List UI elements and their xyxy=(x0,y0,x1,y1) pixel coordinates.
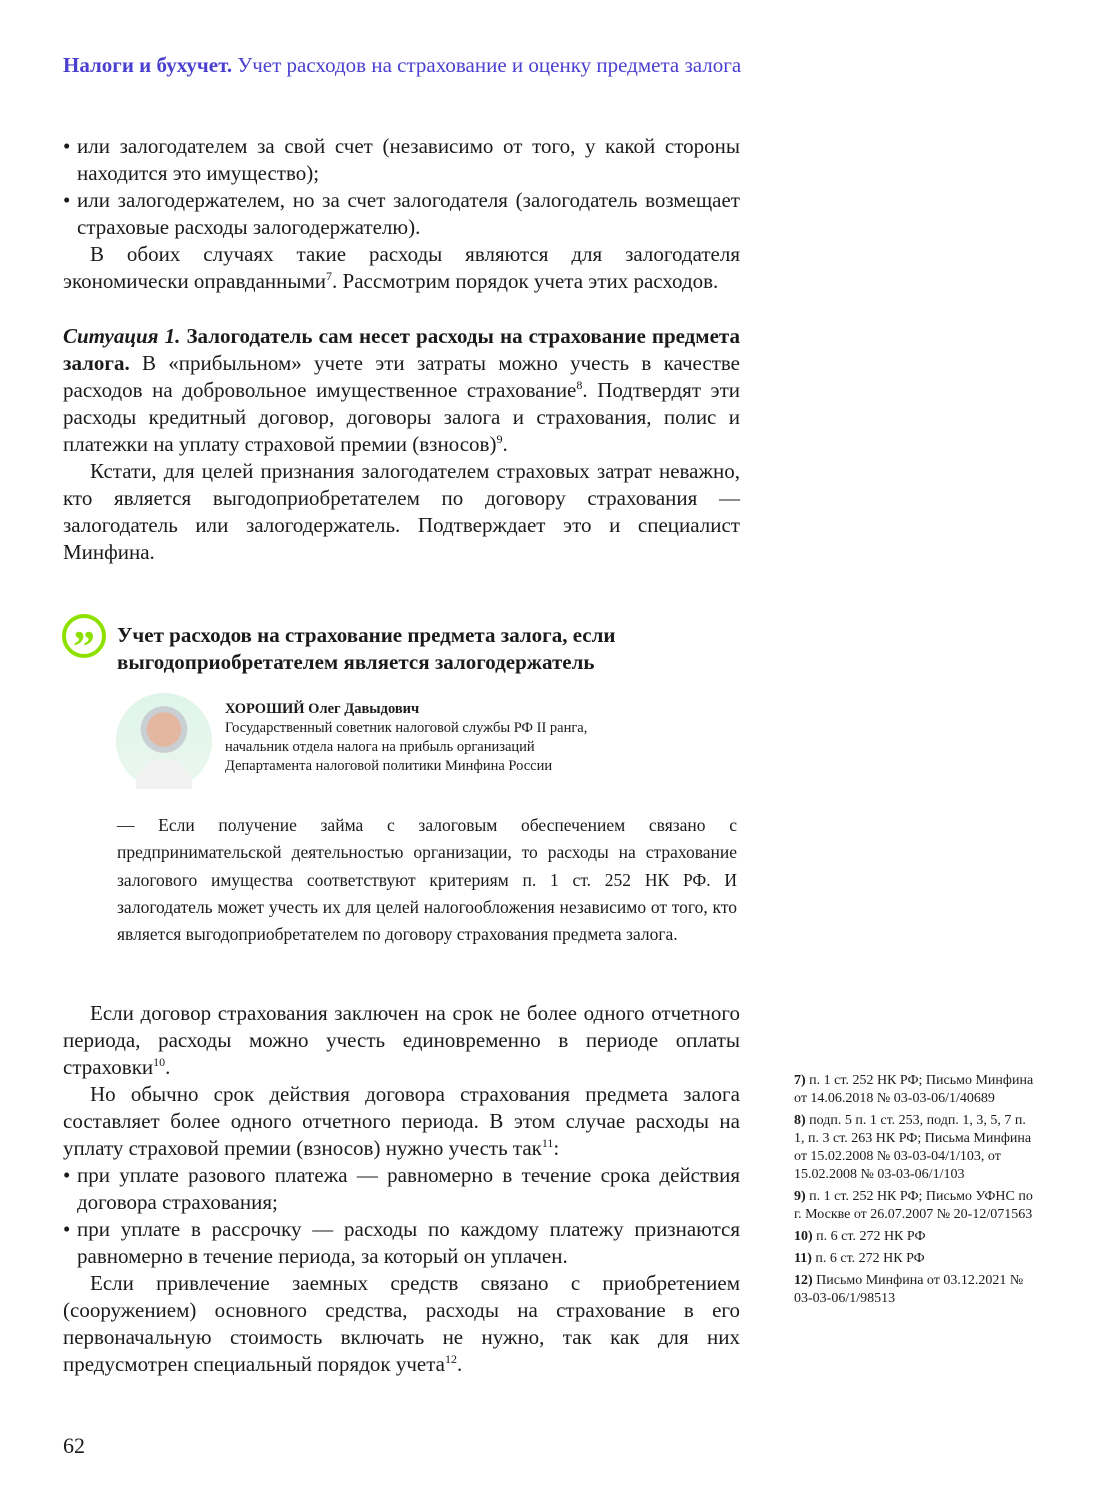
footnotes xyxy=(794,1072,1034,1312)
paragraph: Если привлечение заемных средств связано с приобретением (сооружением) основного средства, расходы на страхование в его первоначальную стоимость включать не нужно, так как для них предусмотрен специальный порядок учета$^{12}$. xyxy=(63,1271,740,1376)
paragraph: Кстати, для целей признания залогодателем страховых затрат неважно, кто является выгодоприобретателем по договору страхования — залогодатель или залогодержатель. Подтверждает это и специалист Минфина. xyxy=(63,459,740,564)
quote-icon: ” xyxy=(62,614,106,658)
footnote: 7) п. 1 ст. 252 НК РФ; Письмо Минфина от 14.06.2018 № 03-03-06/1/40689 xyxy=(794,1073,1034,1106)
main-block xyxy=(63,1000,740,1378)
intro-block xyxy=(63,133,740,295)
footnote-ref: 9 xyxy=(496,432,503,446)
situation-heading: Залогодатель сам несет расходы на страхование предмета залога. xyxy=(63,324,740,375)
situation-label: Ситуация 1. xyxy=(63,324,181,348)
footnote-ref: 7 xyxy=(326,269,333,283)
page-number: 62 xyxy=(63,1433,85,1458)
bullet-item: • или залогодержателем, но за счет залогодателя (залогодатель возмещает страховые расходы залогодержателю). xyxy=(63,187,740,241)
article-title: Учет расходов на страхование и оценку предмета залога xyxy=(237,53,742,77)
bullet-item: • или залогодателем за свой счет (независимо от того, у какой стороны находится это имущество); xyxy=(63,133,740,187)
footnote: 10) п. 6 ст. 272 НК РФ xyxy=(794,1229,926,1244)
expert-name: ХОРОШИЙ Олег Давыдович xyxy=(225,701,420,717)
section-name: Налоги и бухучет. xyxy=(63,53,233,77)
footnote-ref: 10 xyxy=(153,1055,166,1069)
footnote-ref: 12 xyxy=(444,1352,457,1366)
paragraph: Ситуация 1. Залогодатель сам несет расходы на страхование предмета залога. В «прибыльном» учете эти затраты можно учесть в качестве расходов на добровольное имущественное страхование$^8$. Подтвердят эти расходы кредитный договор, договоры залога и страхования, полис и платежки на уплату страховой премии (взносов)$^9$. xyxy=(63,324,740,456)
footnote: 12) Письмо Минфина от 03.12.2021 № 03-03-06/1/98513 xyxy=(794,1273,1024,1306)
expert-quote: — Если получение займа с залоговым обеспечением связано с предпринимательской деятельностью организации, то расходы на страхование залогового имущества соответствуют критериям п. 1 ст. 252 НК РФ. И залогодатель может учесть их для целей налогообложения независимо от того, кто является выгодоприобретателем по договору страхования предмета залога. xyxy=(117,815,737,945)
bullet-item: • при уплате в рассрочку — расходы по каждому платежу признаются равномерно в течение периода, за который он уплачен. xyxy=(63,1216,740,1270)
expert-photo xyxy=(116,693,212,789)
footnote: 9) п. 1 ст. 252 НК РФ; Письмо УФНС по г. Москве от 26.07.2007 № 20-12/071563 xyxy=(794,1189,1033,1222)
footnote-ref: 8 xyxy=(576,378,583,392)
footnote: 11) п. 6 ст. 272 НК РФ xyxy=(794,1251,925,1266)
footnote: 8) подп. 5 п. 1 ст. 253, подп. 1, 3, 5, 7 п. 1, п. 3 ст. 263 НК РФ; Письма Минфина от 15.02.2008 № 03-03-04/1/103, от 15.02.2008 № 03-03-06/1/103 xyxy=(794,1113,1032,1182)
expert-position: начальник отдела налога на прибыль организаций xyxy=(225,739,535,755)
paragraph: Если договор страхования заключен на срок не более одного отчетного периода, расходы можно учесть единовременно в периоде оплаты страховки$^{10}$. xyxy=(63,1001,740,1079)
footnote-ref: 11 xyxy=(541,1136,554,1150)
expert-position: Государственный советник налоговой службы РФ II ранга, xyxy=(225,720,588,736)
bullet-item: • при уплате разового платежа — равномерно в течение срока действия договора страхования; xyxy=(63,1162,740,1216)
expert-block-title: Учет расходов на страхование предмета залога, если выгодоприобретателем является залогодержатель xyxy=(117,623,616,674)
paragraph: Но обычно срок действия договора страхования предмета залога составляет более одного отчетного периода. В этом случае расходы на уплату страховой премии (взносов) нужно учесть так$^{11}$: xyxy=(63,1082,740,1160)
situation-block xyxy=(63,323,740,566)
expert-position: Департамента налоговой политики Минфина России xyxy=(225,758,553,774)
running-header xyxy=(63,53,741,78)
paragraph: В обоих случаях такие расходы являются для залогодателя экономически оправданными$^7$. Рассмотрим порядок учета этих расходов. xyxy=(63,242,740,293)
expert-info xyxy=(225,700,587,776)
